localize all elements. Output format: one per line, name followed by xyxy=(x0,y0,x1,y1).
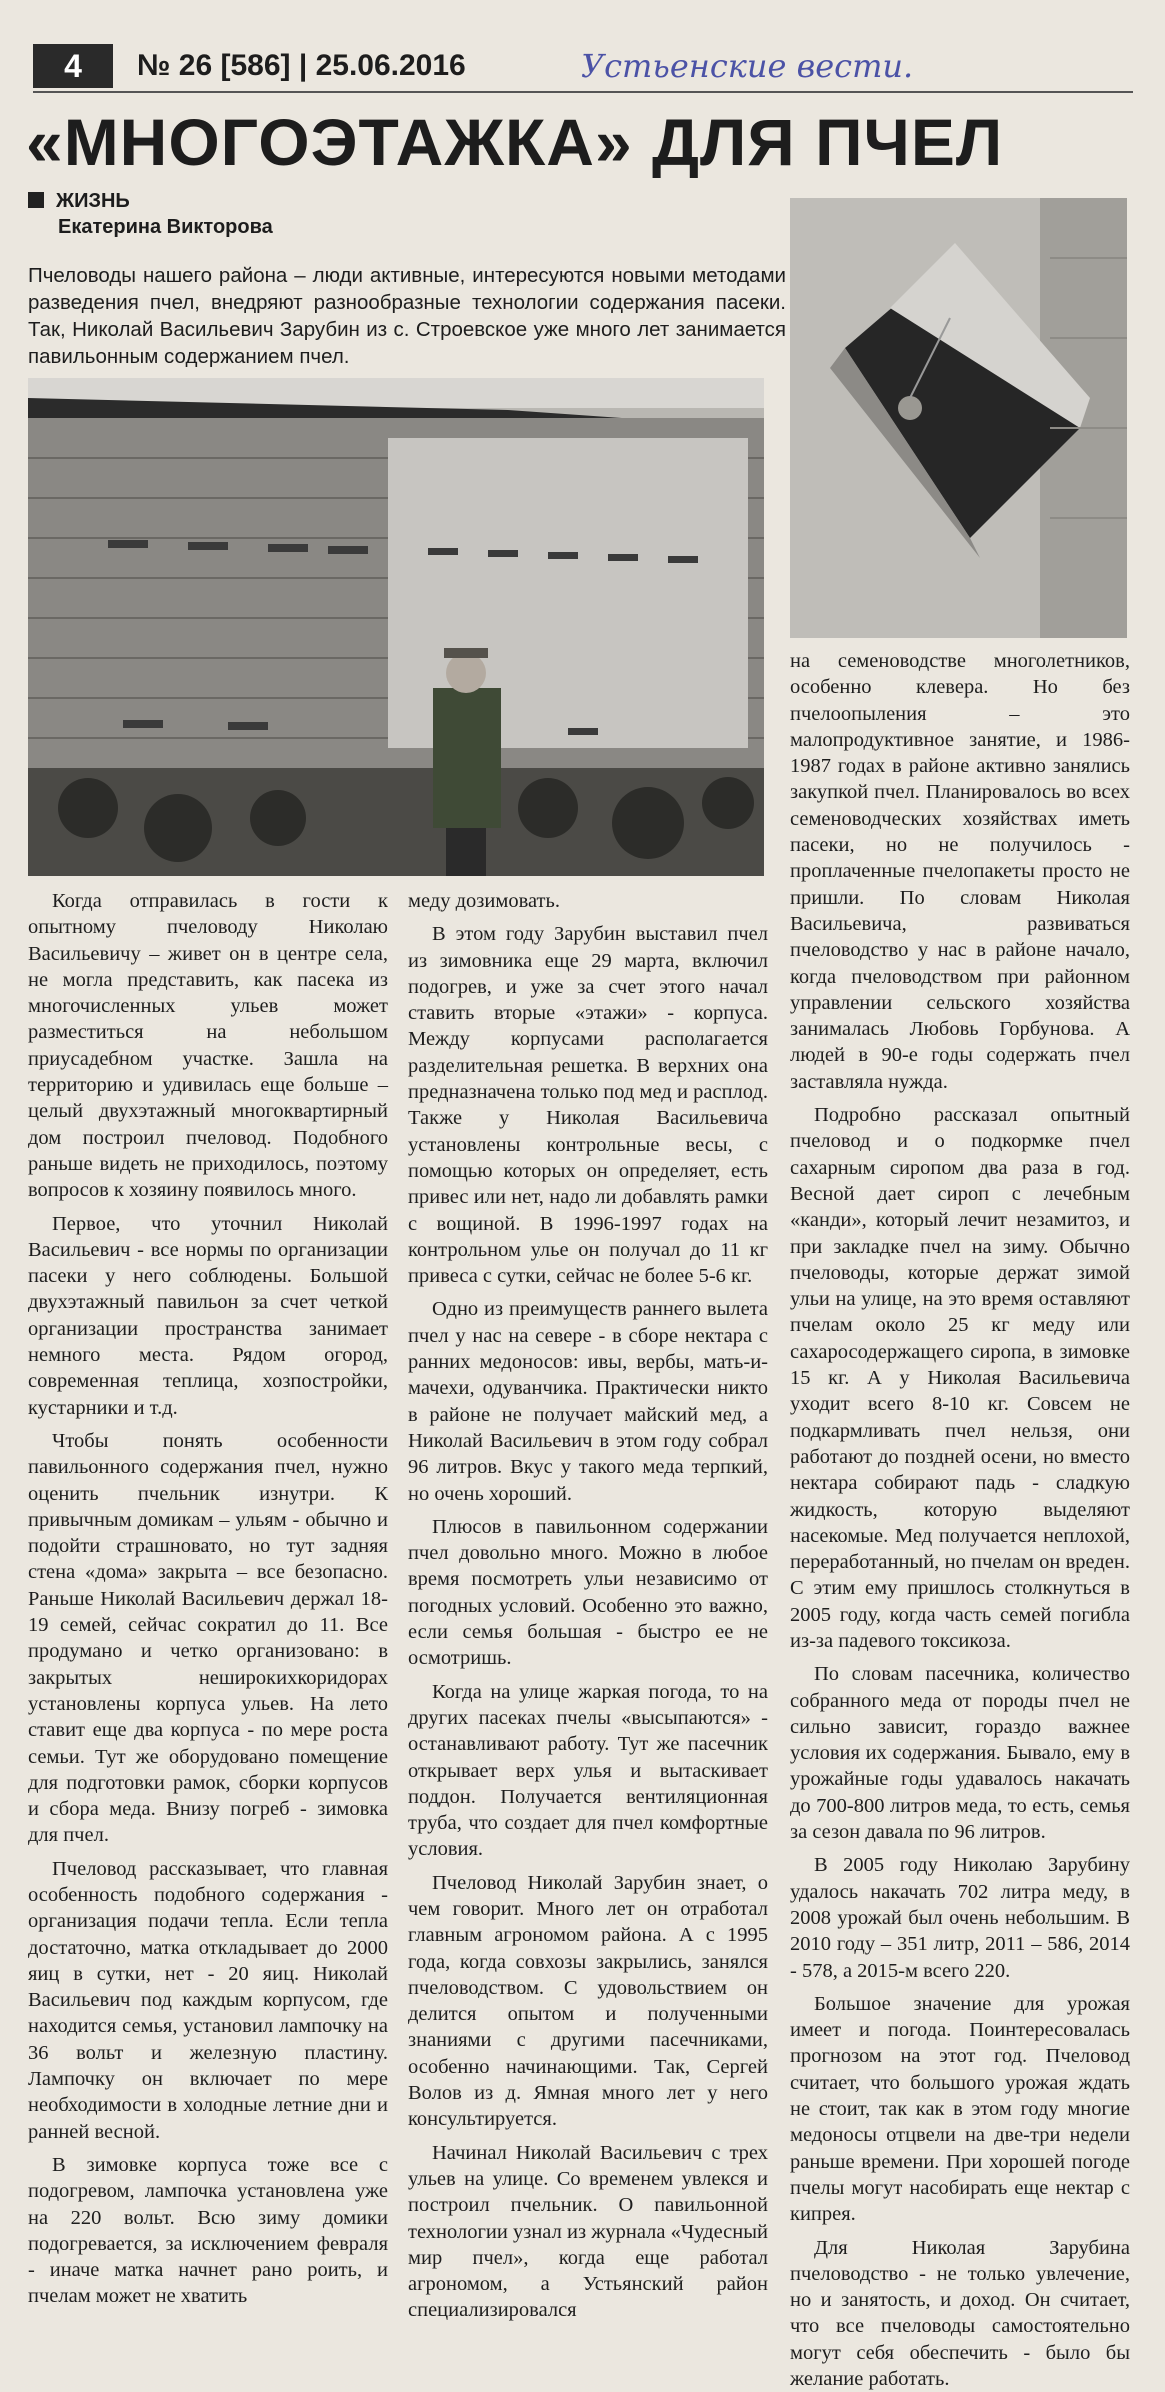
paragraph: Для Николая Зарубина пчеловодство - не только увлечение, но и занятость, и доход. Он считает, что все пчеловоды самостоятельно могут себя обеспечить - было бы желание работать. xyxy=(790,2236,1130,2390)
author-name: Екатерина Викторова xyxy=(58,216,273,238)
page-number: 4 xyxy=(33,44,113,88)
paragraph: Плюсов в павильонном содержании пчел довольно много. Можно в любое время посмотреть ульи независимо от погодных условий. Особенно это важно, если семья большая - быстро ее не осмотришь. xyxy=(408,1515,768,1670)
paragraph: меду дозимовать. xyxy=(408,890,560,912)
section-name: ЖИЗНЬ xyxy=(56,190,130,212)
section-label xyxy=(28,190,130,213)
newspaper-name-handwritten: Устьенские вести. xyxy=(581,47,914,85)
paragraph: Пчеловод Николай Зарубин знает, о чем говорит. Много лет он отработал главным агрономом района. А с 1995 года, когда совхозы закрылись, занялся пчеловодством. С удовольствием он делится опытом и полученными знаниями с другими пасечниками, особенно начинающими. Так, Сергей Волов из д. Ямная много лет у него консультируется. xyxy=(408,1871,768,2131)
issue-info: № 26 [586] | 25.06.2016 xyxy=(137,49,466,82)
paragraph: В 2005 году Николаю Зарубину удалось накачать 702 литра меду, в 2008 урожай был очень небольшим. В 2010 году – 351 литр, 2011 – 586, 2014 - 578, а 2015-м всего 220. xyxy=(790,1854,1130,1982)
paragraph: Большое значение для урожая имеет и погода. Поинтересовалась прогнозом на этот год. Пчеловод считает, что большого урожая ждать не стоит, так как в этом году многие медоносы отцвели на две-три недели раньше времени. При хорошей погоде пчелы могут насобирать еще нектар с кипрея. xyxy=(790,1992,1130,2226)
paragraph: на семеноводстве многолетников, особенно клевера. Но без пчелоопыления – это малопродуктивное занятие, и 1986-1987 годах в районе активно занялись закупкой пчел. Планировалось во всех семеноводческих хозяйствах иметь пасеки, но не получилось - проплаченные пчелопакеты просто не пришли. По словам Николая Васильевича, развиваться пчеловодство у нас в районе начало, когда пчеловодством при районном управлении сельского хозяйства занималась Любовь Горбунова. А людей в 90-е годы содержать пчел заставляла нужда. xyxy=(790,650,1130,1093)
square-bullet-icon xyxy=(28,192,44,208)
paragraph: Когда отправилась в гости к опытному пчеловоду Николаю Васильевичу – живет он в центре села, не могла представить, как пасека из многочисленных ульев может разместиться на небольшом приусадебном участке. Зашла на территорию и удивилась еще больше – целый двухэтажный многоквартирный дом построил пчеловод. Подобного раньше видеть не приходилось, поэтому вопросов к хозяину появилось много. xyxy=(28,890,388,1202)
paragraph: В зимовке корпуса тоже все с подогревом, лампочка установлена уже на 220 вольт. Всю зиму домики подогревается, за исключением февраля - иначе матка начнет рано роить, и пчелам может не хватить xyxy=(28,2153,388,2308)
hive-lamp-photo xyxy=(790,198,1127,638)
paragraph: Начинал Николай Васильевич с трех ульев на улице. Со временем увлекся и построил пчельник. О павильонной технологии узнал из журнала «Чудесный мир пчел», когда еще работал агрономом, а Устьянский район специализировался xyxy=(408,2141,768,2322)
article-lead: Пчеловоды нашего района – люди активные, интересуются новыми методами разведения пчел, внедряют разнообразные технологии содержания пасеки. Так, Николай Васильевич Зарубин из с. Строевское уже много лет занимается павильонным содержанием пчел. xyxy=(28,264,786,368)
header-divider xyxy=(33,91,1133,93)
article-column-2 xyxy=(408,888,768,2322)
paragraph: По словам пасечника, количество собранного меда от породы пчел не сильно зависит, гораздо важнее условия их содержания. Бывало, ему в урожайные годы удавалось накачать до 700-800 литров меда, то есть, семья за сезон давала по 96 литров. xyxy=(790,1663,1130,1844)
paragraph: Подробно рассказал опытный пчеловод и о подкормке пчел сахарным сиропом два раза в год. Весной дает сироп с лечебным «канди», который лечит незамитоз, и при закладке пчел на зиму. Обычно пчеловоды, которые держат зимой ульи на улице, на это время оставляют пчелам около 25 кг меду или сахаросодержащего сиропа, в зимовке 15 кг. А у Николая Васильевича уходит всего 8-10 кг. Совсем не подкармливать пчел нельзя, они работают до поздней осени, но вместо нектара собирают падь - сладкую жидкость, которую выделяют насекомые. Мед получается неплохой, переработанный, но пчелам он вреден. С этим ему пришлось столкнуться в 2005 году, когда часть семей погибла из-за падевого токсикоза. xyxy=(790,1104,1130,1652)
page-header xyxy=(33,44,1143,88)
paragraph: Первое, что уточнил Николай Васильевич - все нормы по организации пасеки у него соблюдены. Большой двухэтажный павильон за счет четкой организации пространства занимает немного места. Рядом огород, современная теплица, хозпостройки, кустарники и т.д. xyxy=(28,1212,388,1419)
article-title: «МНОГОЭТАЖКА» ДЛЯ ПЧЕЛ xyxy=(26,105,1004,179)
paragraph: Пчеловод рассказывает, что главная особенность подобного содержания - организация подачи тепла. Если тепла достаточно, матка откладывает до 2000 яиц в сутки, нет - 20 яиц. Николай Васильевич под каждым корпусом, где находится семья, установил лампочку на 36 вольт и железную пластину. Лампочку он включает по мере необходимости в холодные летние дни и ранней весной. xyxy=(28,1857,388,2143)
paragraph: В этом году Зарубин выставил пчел из зимовника еще 29 марта, включил подогрев, и уже за счет этого начал ставить вторые «этажи» - корпуса. Между корпусами располагается разделительная решетка. В верхних она предназначена только под мед и расплод. Также у Николая Васильевича установлены контрольные весы, с помощью которых он определяет, есть привес или нет, надо ли добавлять рамки с вощиной. В 1996-1997 годах на контрольном улье он получал до 11 кг привеса с сутки, сейчас не более 5-6 кг. xyxy=(408,923,768,1288)
article-column-1 xyxy=(28,888,388,2308)
paragraph: Одно из преимуществ раннего вылета пчел у нас на севере - в сборе нектара с ранних медоносов: ивы, вербы, мать-и-мачехи, одуванчика. Практически никто в районе не получает майский мед, а Николай Васильевич в этом году собрал 96 литров. Вкус у такого меда терпкий, но очень хороший. xyxy=(408,1298,768,1505)
paragraph: Чтобы понять особенности павильонного содержания пчел, нужно оценить пчельник изнутри. К привычным домикам – ульям - обычно и подойти страшновато, но тут задняя стена «дома» закрыта – все безопасно. Раньше Николай Васильевич держал 18-19 семей, сейчас сократил до 11. Все продумано и четко организовано: в закрытых неширокихкоридорах установлены корпуса ульев. На лето ставит еще два корпуса - по мере роста семьи. Тут же оборудовано помещение для подготовки рамок, сборки корпусов и сбора меда. Внизу погреб - зимовка для пчел. xyxy=(28,1429,388,1847)
paragraph: Когда на улице жаркая погода, то на других пасеках пчелы «высыпаются» - останавливают работу. Тут же пасечник открывает верх улья и вытаскивает поддон. Получается вентиляционная труба, что создает для пчел комфортные условия. xyxy=(408,1680,768,1861)
article-column-3 xyxy=(790,648,1130,2390)
pavilion-photo xyxy=(28,378,764,876)
